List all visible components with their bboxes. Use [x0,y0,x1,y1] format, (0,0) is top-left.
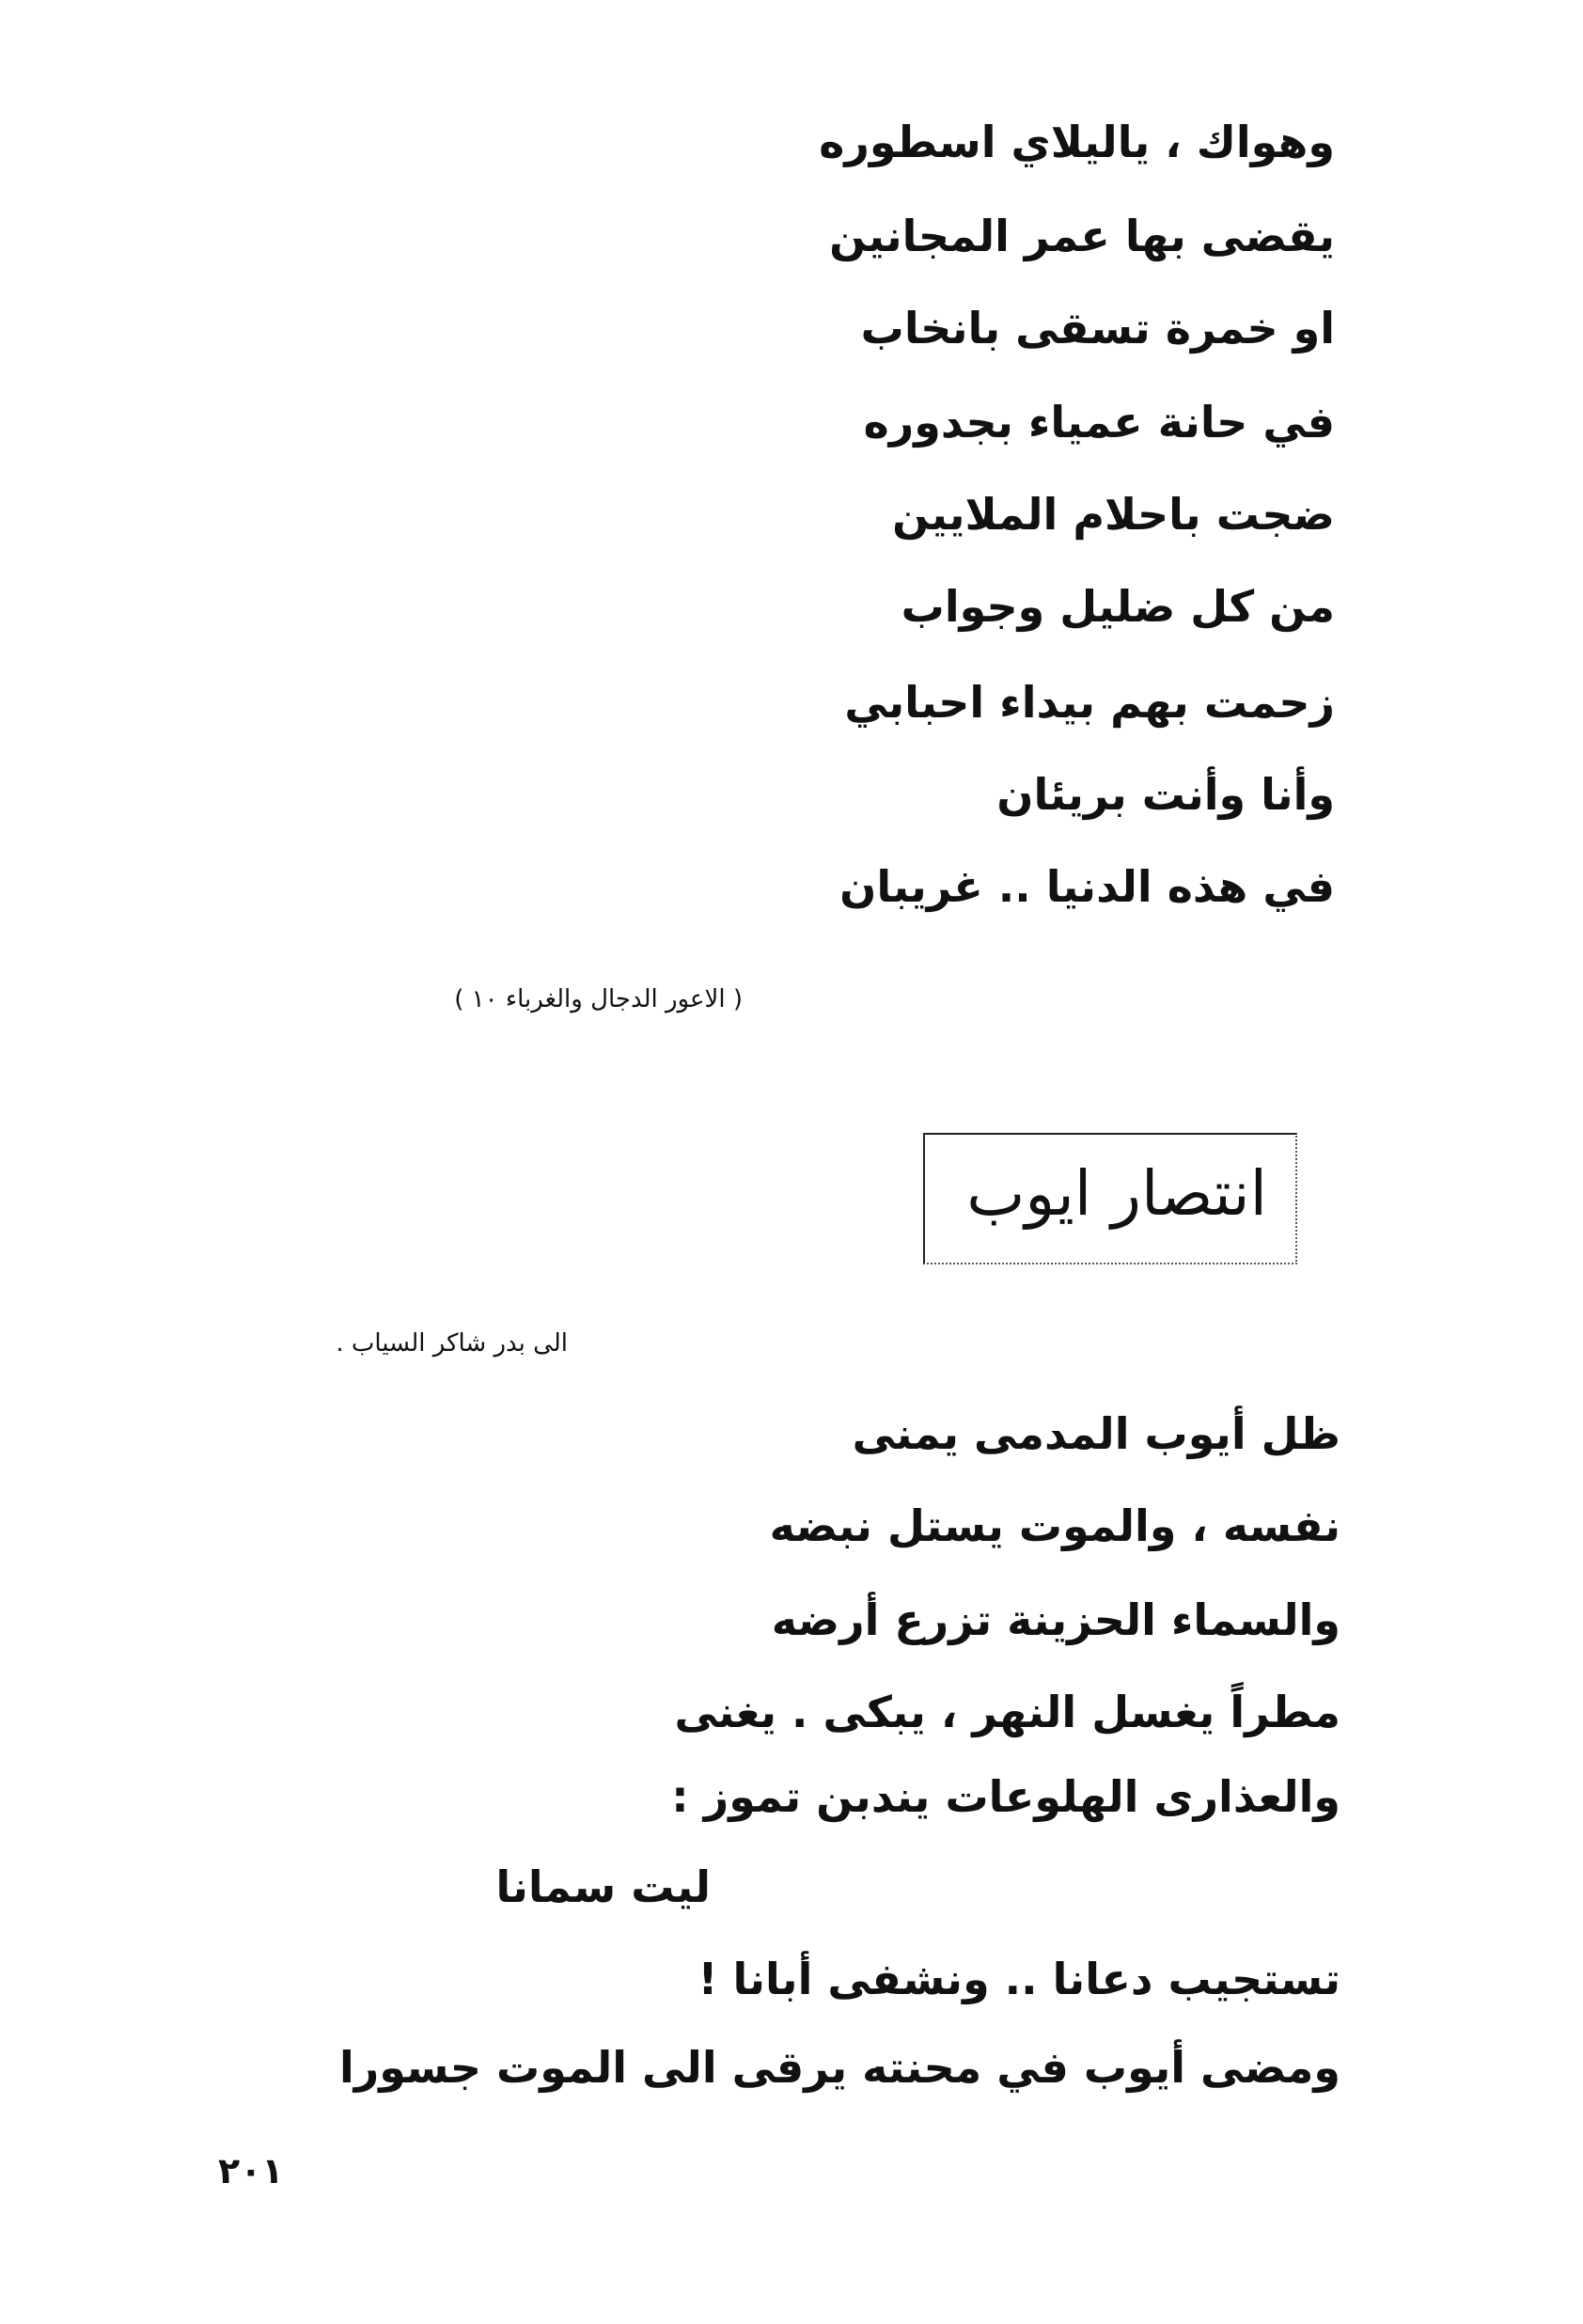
poem-one-line: في حانة عمياء بجدوره [863,397,1335,448]
poem-two-line: ليت سمانا [495,1861,711,1912]
poem-one-line: ضجت باحلام الملايين [892,489,1335,540]
poem-two-line: نفسه ، والموت يستل نبضه [769,1500,1340,1551]
source-citation: ( الاعور الدجال والغرباء ١٠ ) [454,985,743,1013]
poem-one-line: يقضى بها عمر المجانين [829,211,1335,261]
poem-two-line: والعذارى الهلوعات يندبن تموز : [671,1771,1340,1822]
poem-title-box [923,1133,1297,1264]
poem-two-line: ومضى أيوب في محنته يرقى الى الموت جسورا [338,2042,1340,2093]
poem-one-line: في هذه الدنيا .. غريبان [839,861,1335,912]
poem-two-line: والسماء الحزينة تزرع أرضه [771,1594,1340,1645]
poem-one-line: او خمرة تسقى بانخاب [860,303,1335,353]
poem-one-line: زحمت بهم بيداء احبابي [844,677,1335,728]
poem-one-line: وأنا وأنت بريئان [996,769,1335,820]
poem-two-line: مطراً يغسل النهر ، يبكى . يغنى [674,1687,1340,1737]
dedication: الى بدر شاكر السياب . [336,1329,568,1358]
poem-one-line: من كل ضليل وجواب [901,581,1335,632]
poem-two-line: ظل أيوب المدمى يمنى [852,1408,1340,1459]
page-number: ٢٠١ [218,2150,284,2191]
poem-one-line: وهواك ، ياليلاي اسطوره [819,117,1335,167]
poem-two-line: تستجيب دعانا .. ونشفى أبانا ! [697,1954,1340,2004]
poem-title: انتصار ايوب [966,1157,1267,1230]
